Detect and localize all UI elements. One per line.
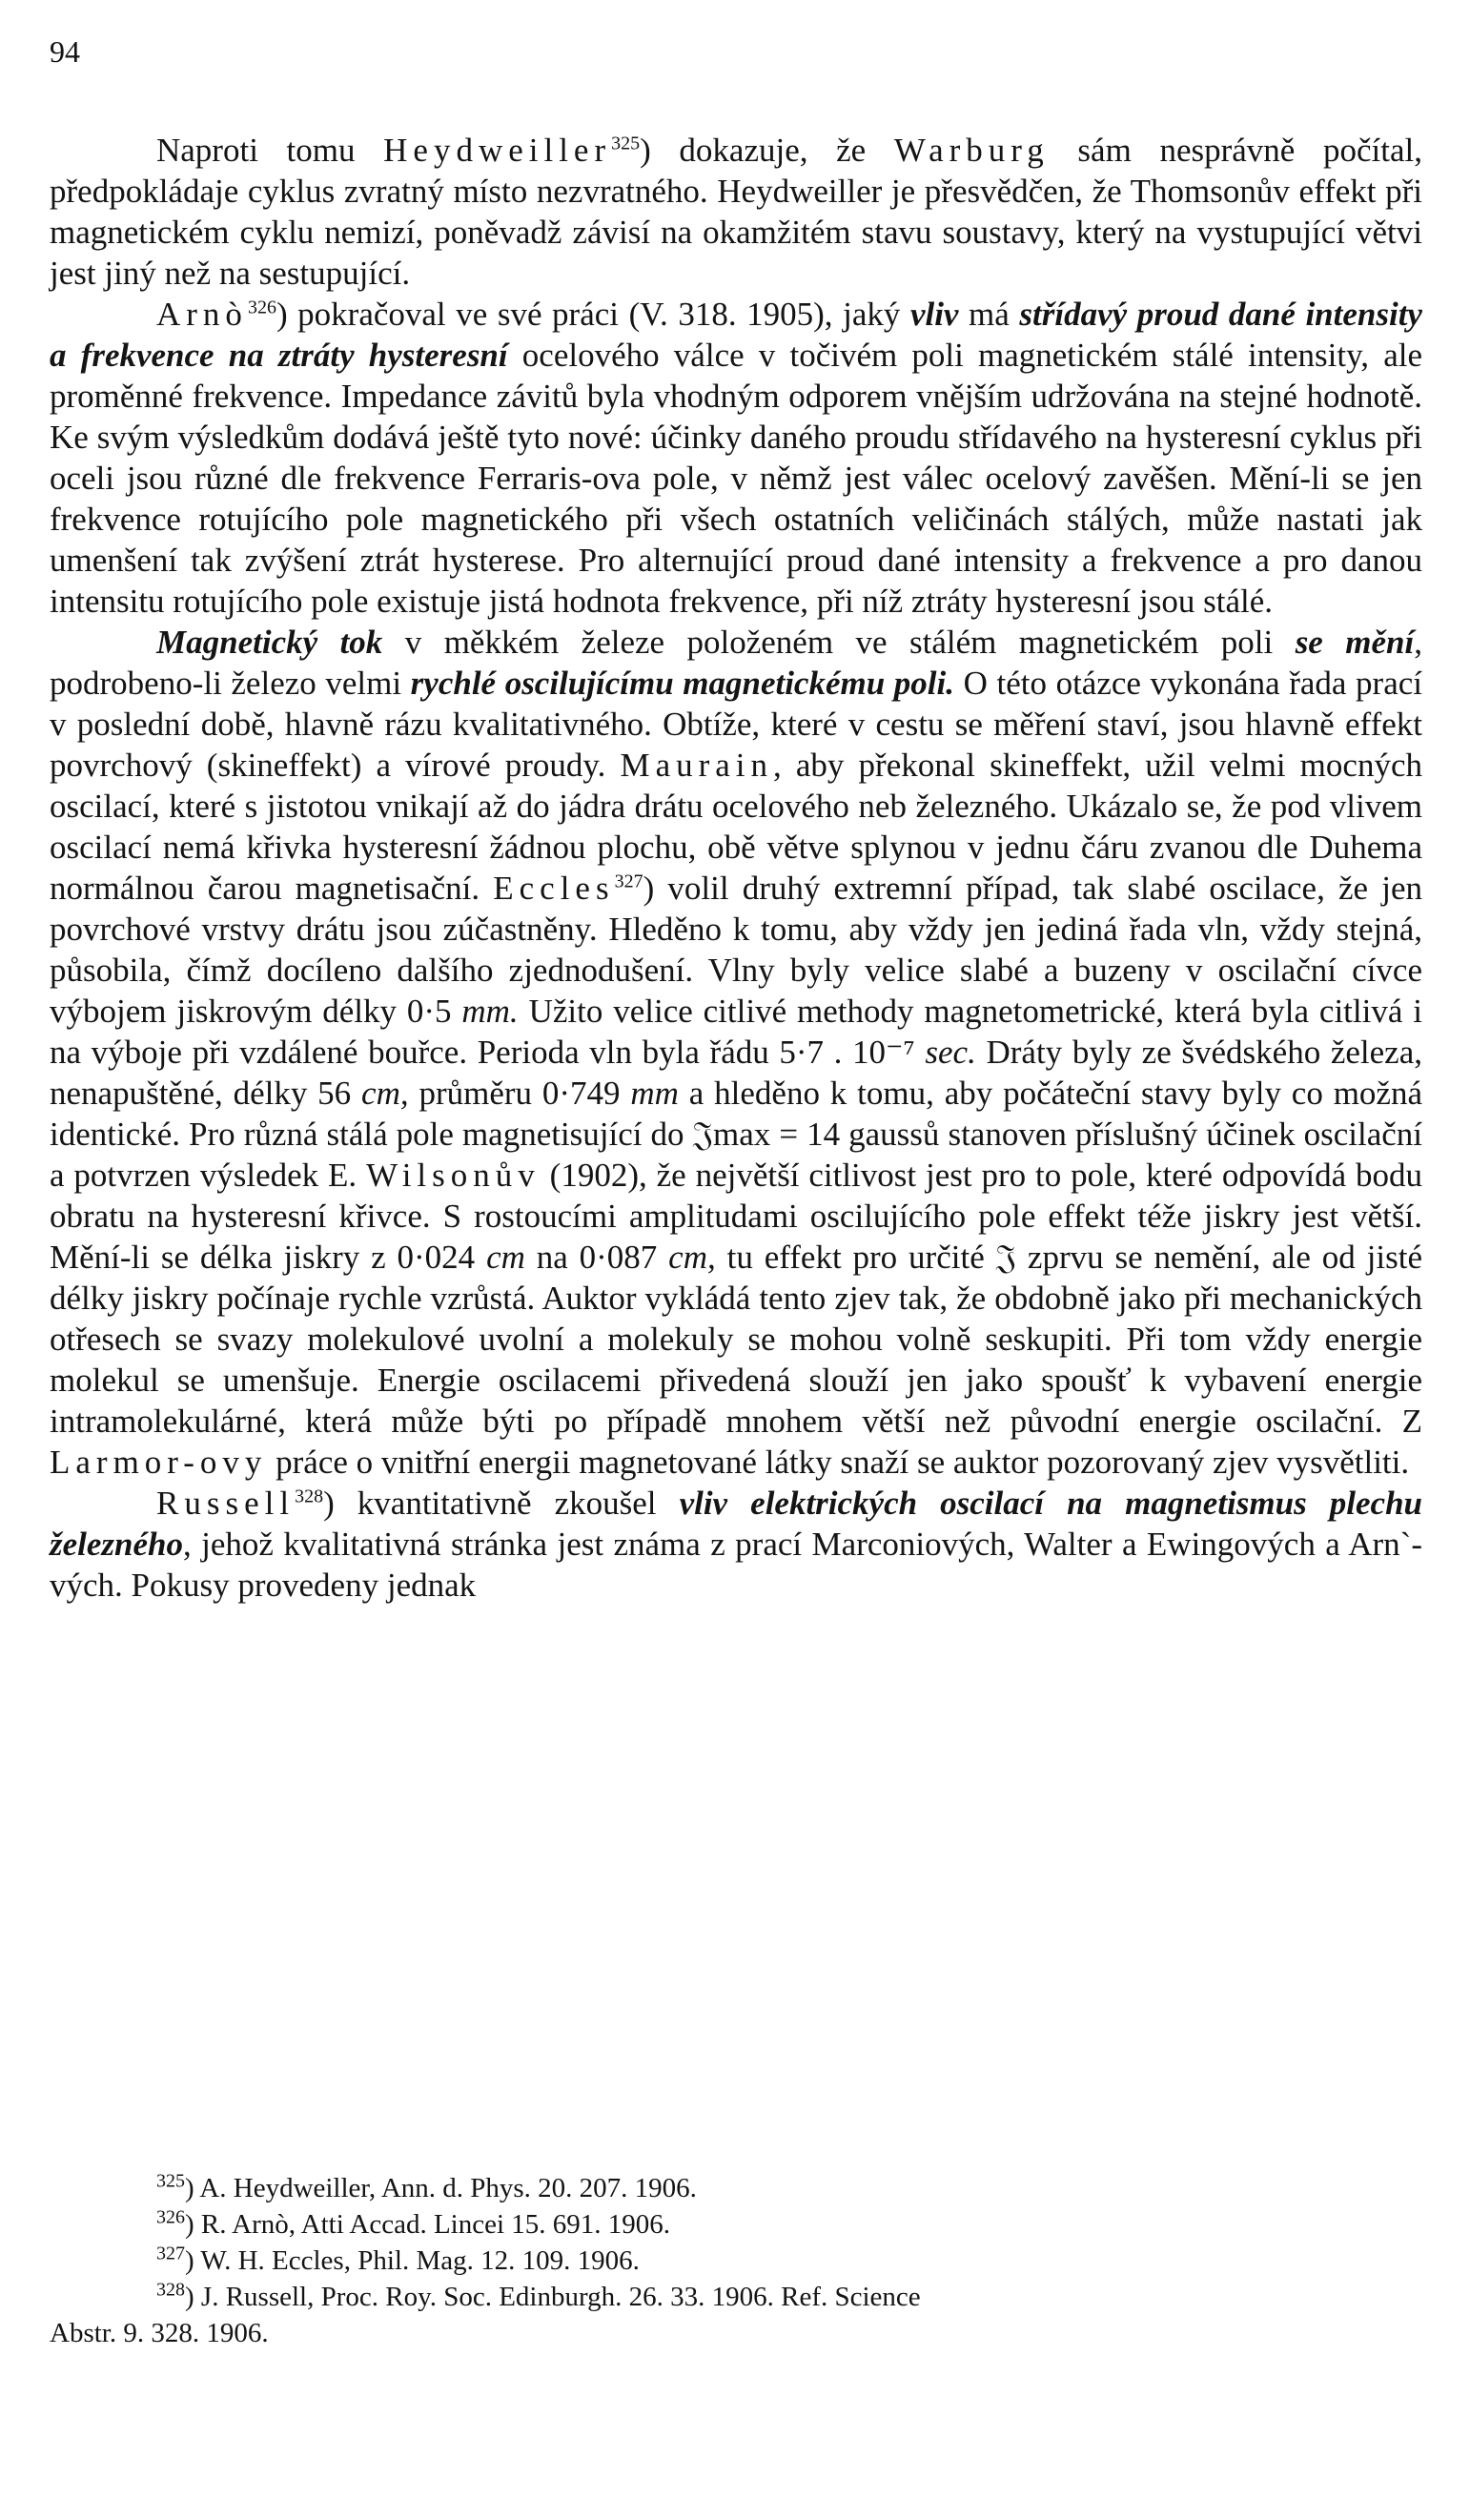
text-run: ) kvantitativně zkoušel	[323, 1485, 680, 1522]
footnote	[50, 2243, 1422, 2279]
emphasis: Magnetický tok	[156, 624, 383, 661]
text-run: v měkkém železe položeném ve stálém magnetickém poli	[382, 624, 1296, 661]
text-run: tu effekt pro určité 𝔍 zprvu se nemění, ale od jisté délky jiskry počínaje rychle vzrůstá. Auktor vykládá tento zjev tak, že obdobně jako při mechanických otřesech se svazy molekulové uvolní a molekuly se mohou volně seskupiti. Při tom vždy energie molekul se umenšuje. Energie oscilacemi přivedená slouží jen jako spoušť k vybavení energie intramolekulárné, která může býti po případě mnohem větší než původní energie oscilační. Z	[50, 1239, 1422, 1440]
text-run: ) pokračoval ve své práci (V. 318. 1905), jaký	[276, 296, 910, 333]
author-name: Maurain	[620, 747, 774, 784]
text-run: , jehož kvalitativná stránka jest známa z prací Marconiových, Walter a Ewingových a Arn`-vých. Pokusy provedeny jednak	[50, 1526, 1422, 1604]
unit: cm	[486, 1239, 525, 1276]
unit: cm,	[361, 1075, 409, 1112]
footnote-ref: 327	[614, 871, 643, 892]
footnote-ref: 325	[611, 133, 641, 154]
text-run: Užito velice citlivé methody magnetometrické, která byla citlivá i na výboje při vzdálené bouřce. Perioda vln byla řádu 5·7 . 10⁻⁷	[50, 993, 1422, 1071]
text-run: (1902), že největší citlivost jest pro to pole, které odpovídá bodu obratu na hysteresní křivce. S rostoucími amplitudami oscilujícího pole effekt téže jiskry jest větší. Mění-li se délka jiskry z 0·024	[50, 1157, 1422, 1276]
unit: mm.	[461, 993, 519, 1030]
text-run: ) volil druhý extremní případ, tak slabé oscilace, že jen povrchové vrstvy drátu jsou zúčastněny. Hleděno k tomu, aby vždy jen jediná řada vln, vždy stejná, působila, čímž docíleno dalšího zjednodušení. Vlny byly velice slabé a buzeny v oscilační cívce výbojem jiskrovým délky 0·5	[50, 870, 1422, 1030]
text-run: na 0·087	[524, 1239, 669, 1276]
footnotes	[50, 2170, 1422, 2351]
author-name: Arnò	[156, 296, 248, 333]
paragraph-2	[50, 294, 1422, 622]
paragraph-4	[50, 1483, 1422, 1606]
unit: cm,	[668, 1239, 716, 1276]
footnote-continuation: Abstr. 9. 328. 1906.	[50, 2318, 269, 2348]
author-name: Heydweiller	[383, 132, 612, 169]
text-run: sám nesprávně počítal, předpokládaje cyklus zvratný místo nezvratného. Heydweiller je přesvědčen, že Thomsonův effekt při magnetickém cyklu nemizí, poněvadž závisí na okamžitém stavu soustavy, který na vystupující větvi jest jiný než na sestupující.	[50, 132, 1422, 292]
text-run: , podrobeno-li železo velmi	[50, 624, 1422, 702]
footnote-number: 325	[156, 2170, 185, 2192]
text-run: Dráty byly ze švédského železa, nenapuštěné, délky 56	[50, 1034, 1422, 1112]
unit: sec.	[925, 1034, 976, 1071]
footnote-text: ) R. Arnò, Atti Accad. Lincei 15. 691. 1906.	[185, 2209, 671, 2240]
text-run: má	[958, 296, 1020, 333]
emphasis: střídavý proud dané intensity a frekvence na ztráty hysteresní	[50, 296, 1422, 374]
text-run: práce o vnitřní energii magnetované látky snaží se auktor pozorovaný zjev vysvětliti.	[267, 1444, 1410, 1481]
page-number: 94	[50, 34, 80, 69]
article-body	[50, 130, 1422, 1606]
unit: mm	[630, 1075, 679, 1112]
footnote-number: 327	[156, 2243, 185, 2264]
footnote-text: ) A. Heydweiller, Ann. d. Phys. 20. 207. 1906.	[185, 2173, 697, 2203]
text-run: , aby překonal skineffekt, užil velmi mocných oscilací, které s jistotou vnikají až do jádra drátu ocelového neb železného. Ukázalo se, že pod vlivem oscilací nemá křivka hysteresní žádnou plochu, obě větve splynou v jednu čáru zvanou dle Duhema normálnou čarou magnetisační.	[50, 747, 1422, 907]
footnote-text: ) W. H. Eccles, Phil. Mag. 12. 109. 1906.	[185, 2245, 640, 2276]
author-name: Wilsonův	[366, 1157, 541, 1194]
emphasis: se mění	[1295, 624, 1415, 661]
author-name: Larmor-ovy	[50, 1444, 268, 1481]
text-run: O této otázce vykonána řada prací v poslední době, hlavně rázu kvalitativného. Obtíže, které v cestu se měření staví, jsou hlavně effekt povrchový (skineffekt) a vírové proudy.	[50, 665, 1422, 784]
footnote-ref: 328	[295, 1485, 324, 1507]
emphasis: vliv elektrických oscilací na magnetismus plechu železného	[50, 1485, 1423, 1563]
author-name: Eccles	[493, 870, 615, 907]
text-run: průměru 0·749	[408, 1075, 631, 1112]
paragraph-1	[50, 130, 1422, 294]
footnote-ref: 326	[247, 297, 276, 318]
footnote-number: 328	[156, 2279, 185, 2301]
footnote	[50, 2206, 1422, 2243]
footnote-text: ) J. Russell, Proc. Roy. Soc. Edinburgh. 26. 33. 1906. Ref. Science	[185, 2282, 921, 2312]
author-name: Russell	[156, 1485, 296, 1522]
paragraph-3	[50, 622, 1422, 1483]
footnote-number: 326	[156, 2206, 185, 2228]
emphasis: vliv	[909, 296, 959, 333]
author-name: Warburg	[893, 132, 1050, 169]
text-run: ) dokazuje, že	[640, 132, 894, 169]
text-run: ocelového válce v točivém poli magnetickém stálé intensity, ale proměnné frekvence. Impedance závitů byla vhodným odporem vnějším udržována na stejné hodnotě. Ke svým výsledkům dodává ještě tyto nové: účinky daného proudu střídavého na hysteresní cyklus při oceli jsou různé dle frekvence Ferraris-ova pole, v němž jest válec ocelový zavěšen. Mění-li se jen frekvence rotujícího pole magnetického při všech ostatních veličinách stálých, může nastati jak umenšení tak zvýšení ztrát hysterese. Pro alternující proud dané intensity a frekvence a pro danou intensitu rotujícího pole existuje jistá hodnota frekvence, při níž ztráty hysteresní jsou stálé.	[50, 337, 1423, 620]
emphasis: rychlé oscilujícímu magnetickému poli.	[410, 665, 954, 702]
text-run: Naproti tomu	[156, 132, 384, 169]
footnote	[50, 2170, 1422, 2206]
footnote	[50, 2279, 1422, 2315]
text-run: a hleděno k tomu, aby počáteční stavy byly co možná identické. Pro různá stálá pole magnetisující do 𝔍max = 14 gaussů stanoven příslušný účinek oscilační a potvrzen výsledek E.	[50, 1075, 1422, 1194]
